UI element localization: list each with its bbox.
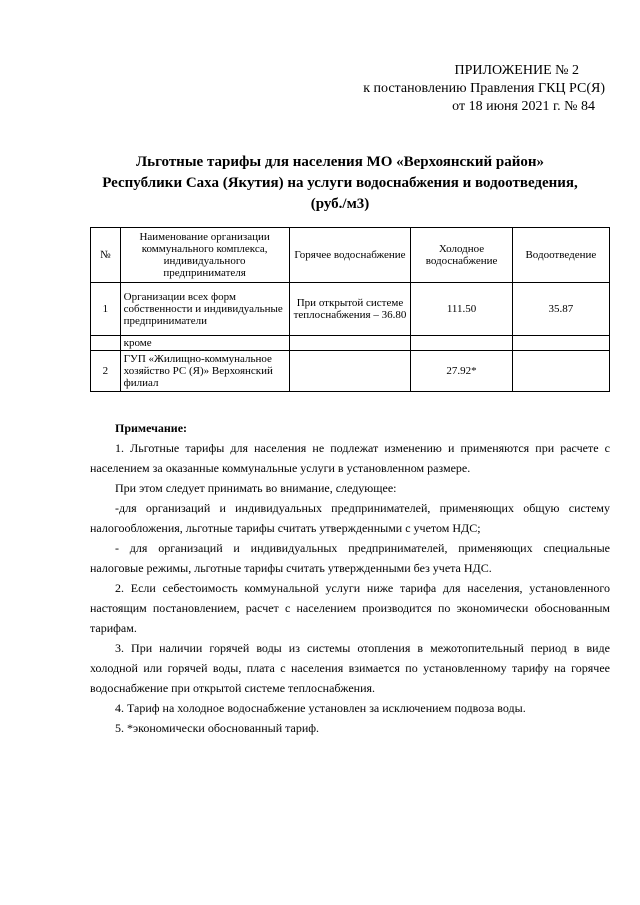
title-line-3: (руб./м3) (310, 196, 370, 212)
header-number: № (91, 228, 121, 283)
document-title (60, 152, 620, 215)
note-paragraph: 2. Если себестоимость коммунальной услуги ниже тарифа для населения, установленного настоящим постановлением, расчет с населением производится по экономически обоснованным тарифам. (90, 581, 610, 635)
row2-organization: ГУП «Жилищно-коммунальное хозяйство РС (Я)» Верхоянский филиал (120, 351, 289, 392)
row2-sewage (512, 351, 609, 392)
note-paragraph: 3. При наличии горячей воды из системы отопления в межотопительный период в виде холодной или горячей воды, плата с населения взимается по установленному тарифу на горячее водоснабжение при открытой системе теплоснабжения. (90, 641, 610, 695)
note-paragraph: При этом следует принимать во внимание, следующее: (115, 481, 397, 495)
table-row-except (91, 336, 610, 351)
header-organization: Наименование организации коммунального комплекса, индивидуального предпринимателя (120, 228, 289, 283)
appendix-header (363, 62, 605, 116)
table-row (91, 351, 610, 392)
appendix-reference: к постановлению Правления ГКЦ РС(Я) (363, 81, 605, 96)
row2-cold-water: 27.92* (411, 351, 512, 392)
header-sewage: Водоотведение (512, 228, 609, 283)
note-paragraph: 4. Тариф на холодное водоснабжение установлен за исключением подвоза воды. (115, 701, 526, 715)
row-except-label: кроме (120, 336, 289, 351)
notes-section (90, 418, 610, 738)
tariffs-table (90, 227, 610, 392)
table-row (91, 283, 610, 336)
title-line-1: Льготные тарифы для населения МО «Верхоянский район» (135, 154, 545, 170)
row1-number: 1 (91, 283, 121, 336)
row2-hot-water (289, 351, 411, 392)
notes-title: Примечание: (115, 421, 188, 435)
table-header-row (91, 228, 610, 283)
row1-organization: Организации всех форм собственности и индивидуальные предприниматели (120, 283, 289, 336)
appendix-date: от 18 июня 2021 г. № 84 (452, 99, 595, 114)
note-paragraph: -для организаций и индивидуальных предпринимателей, применяющих общую систему налогообложения, льготные тарифы считать утвержденными с учетом НДС; (90, 501, 610, 535)
header-hot-water: Горячее водоснабжение (289, 228, 411, 283)
row2-number: 2 (91, 351, 121, 392)
note-paragraph: 1. Льготные тарифы для населения не подлежат изменению и применяются при расчете с населением за оказанные коммунальные услуги в установленном размере. (90, 441, 610, 475)
row1-hot-water: При открытой системе теплоснабжения – 36.80 (289, 283, 411, 336)
header-cold-water: Холодное водоснабжение (411, 228, 512, 283)
note-paragraph: - для организаций и индивидуальных предпринимателей, применяющих специальные налоговые режимы, льготные тарифы считать утвержденными без учета НДС. (90, 541, 610, 575)
row1-cold-water: 111.50 (411, 283, 512, 336)
note-paragraph: 5. *экономически обоснованный тариф. (115, 721, 320, 735)
appendix-number: ПРИЛОЖЕНИЕ № 2 (454, 63, 579, 78)
title-line-2: Республики Саха (Якутия) на услуги водоснабжения и водоотведения, (102, 175, 578, 191)
row1-sewage: 35.87 (512, 283, 609, 336)
